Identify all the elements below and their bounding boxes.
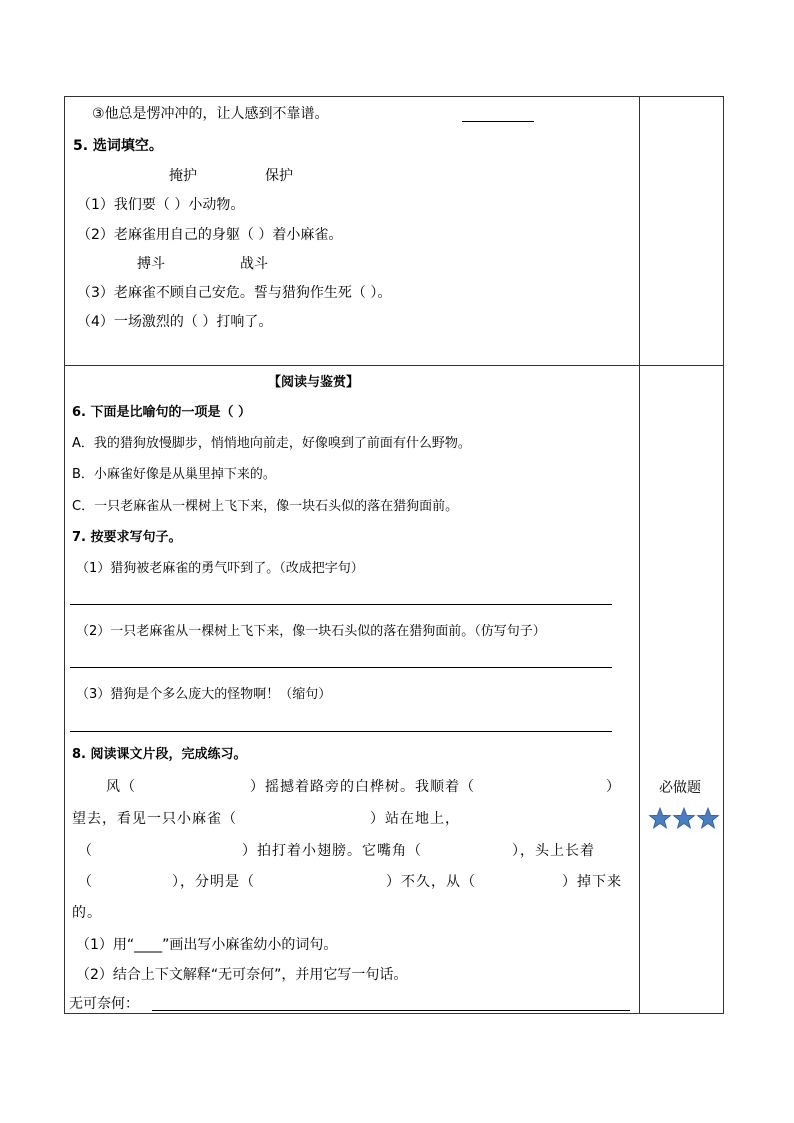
q6-option-b: B．小麻雀好像是从巢里掉下来的。 — [72, 467, 276, 482]
q7-answer-line-2[interactable] — [70, 667, 612, 668]
passage-l4a: （ — [78, 874, 93, 890]
passage-l4b: ），分明是（ — [172, 874, 255, 890]
star-icon — [674, 808, 695, 828]
q8-title: 8. 阅读课文片段，完成练习。 — [72, 747, 247, 762]
q5-word-3: 搏斗 — [137, 256, 165, 272]
q8-item-2: （2）结合上下文解释“无可奈何”，并用它写一句话。 — [76, 967, 408, 983]
passage-l1a: 风（ — [106, 779, 136, 795]
q7-item-3: （3）猎狗是个多么庞大的怪物啊！（缩句） — [76, 687, 332, 702]
passage-l1b: ）摇撼着路旁的白桦树。我顺着（ — [250, 779, 475, 795]
q5-item-3: （3）老麻雀不顾自己安危。誓与猎狗作生死（ ）。 — [77, 285, 392, 301]
star-icon — [698, 808, 719, 828]
q6-title: 6. 下面是比喻句的一项是（ ） — [72, 405, 252, 420]
passage-l4c: ）不久，从（ — [386, 874, 476, 890]
column-divider — [639, 97, 640, 1013]
q6-option-a: A．我的猎狗放慢脚步，悄悄地向前走，好像嗅到了前面有什么野物。 — [72, 436, 471, 451]
q5-item-4: （4）一场激烈的（ ）打响了。 — [77, 314, 273, 330]
q5-word-1: 掩护 — [169, 168, 197, 184]
row-divider — [65, 365, 723, 366]
q6-option-c: C．一只老麻雀从一棵树上飞下来，像一块石头似的落在猎狗面前。 — [72, 499, 459, 514]
q8-answer-line[interactable] — [152, 1010, 630, 1011]
q7-title: 7. 按要求写句子。 — [72, 530, 182, 545]
q7-answer-line-1[interactable] — [70, 604, 612, 605]
q5-word-2: 保护 — [265, 168, 293, 184]
passage-l5: 的。 — [72, 905, 102, 921]
reading-heading: 【阅读与鉴赏】 — [268, 375, 360, 390]
passage-l3c: ），头上长着 — [512, 843, 595, 859]
passage-l2a: 望去，看见一只小麻雀（ — [72, 811, 237, 827]
q8-item-1: （1）用“____”画出写小麻雀幼小的词句。 — [76, 937, 338, 953]
q7-item-1: （1）猎狗被老麻雀的勇气吓到了。（改成把字句） — [76, 561, 364, 576]
q7-item-2: （2）一只老麻雀从一棵树上飞下来，像一块石头似的落在猎狗面前。（仿写句子） — [76, 624, 546, 639]
passage-l3b: ）拍打着小翅膀。它嘴角（ — [242, 843, 422, 859]
q8-answer-label: 无可奈何： — [69, 996, 139, 1012]
q7-answer-line-3[interactable] — [70, 731, 612, 732]
passage-l4d: ）掉下来 — [562, 874, 622, 890]
passage-l3a: （ — [78, 843, 93, 859]
difficulty-stars — [648, 806, 720, 832]
q3-answer-blank[interactable] — [462, 121, 534, 122]
q5-word-4: 战斗 — [240, 256, 268, 272]
q3-line: ③他总是愣冲冲的，让人感到不靠谱。 — [92, 106, 329, 122]
star-icon — [650, 808, 671, 828]
q5-title: 5. 选词填空。 — [73, 138, 163, 154]
q5-item-1: （1）我们要（ ）小动物。 — [77, 197, 245, 213]
required-label: 必做题 — [659, 780, 701, 796]
q5-item-2: （2）老麻雀用自己的身躯（ ）着小麻雀。 — [77, 227, 343, 243]
passage-l2b: ）站在地上， — [370, 811, 460, 827]
passage-l1c: ） — [606, 779, 621, 795]
